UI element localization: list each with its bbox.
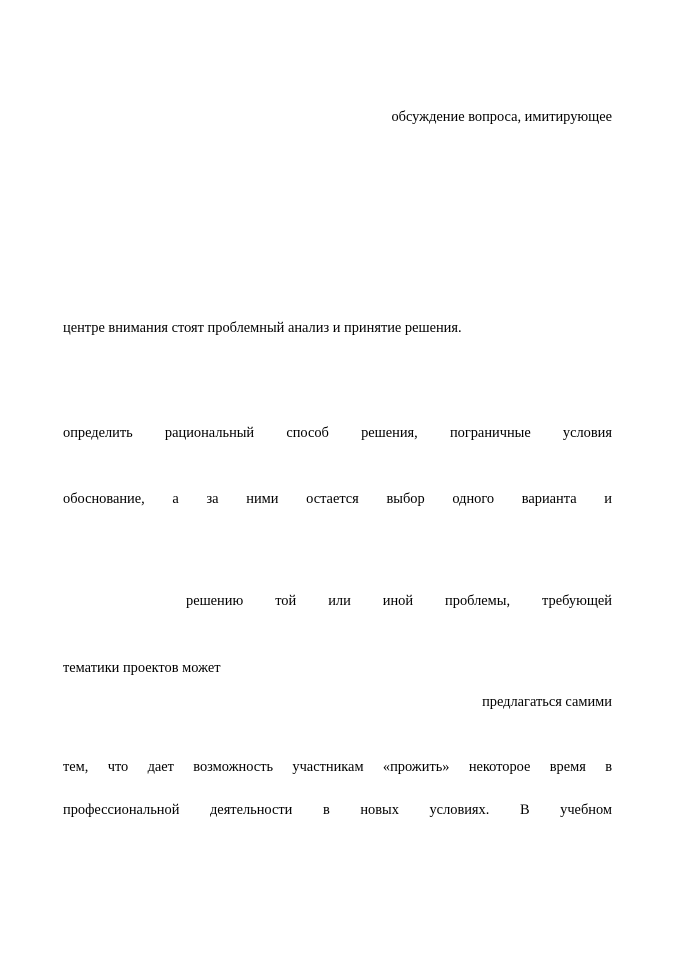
text-line-8: тем, что дает возможность участникам «прожить» некоторое время в bbox=[63, 759, 612, 775]
text-line-7: предлагаться самими bbox=[482, 694, 612, 710]
text-line-1: обсуждение вопроса, имитирующее bbox=[391, 109, 612, 125]
text-line-5: решению той или иной проблемы, требующей bbox=[186, 593, 612, 609]
text-line-6: тематики проектов может bbox=[63, 660, 221, 676]
text-line-4: обоснование, а за ними остается выбор одного варианта и bbox=[63, 491, 612, 507]
text-line-3: определить рациональный способ решения, пограничные условия bbox=[63, 425, 612, 441]
text-line-9: профессиональной деятельности в новых условиях. В учебном bbox=[63, 802, 612, 818]
text-line-2: центре внимания стоят проблемный анализ и принятие решения. bbox=[63, 320, 462, 336]
